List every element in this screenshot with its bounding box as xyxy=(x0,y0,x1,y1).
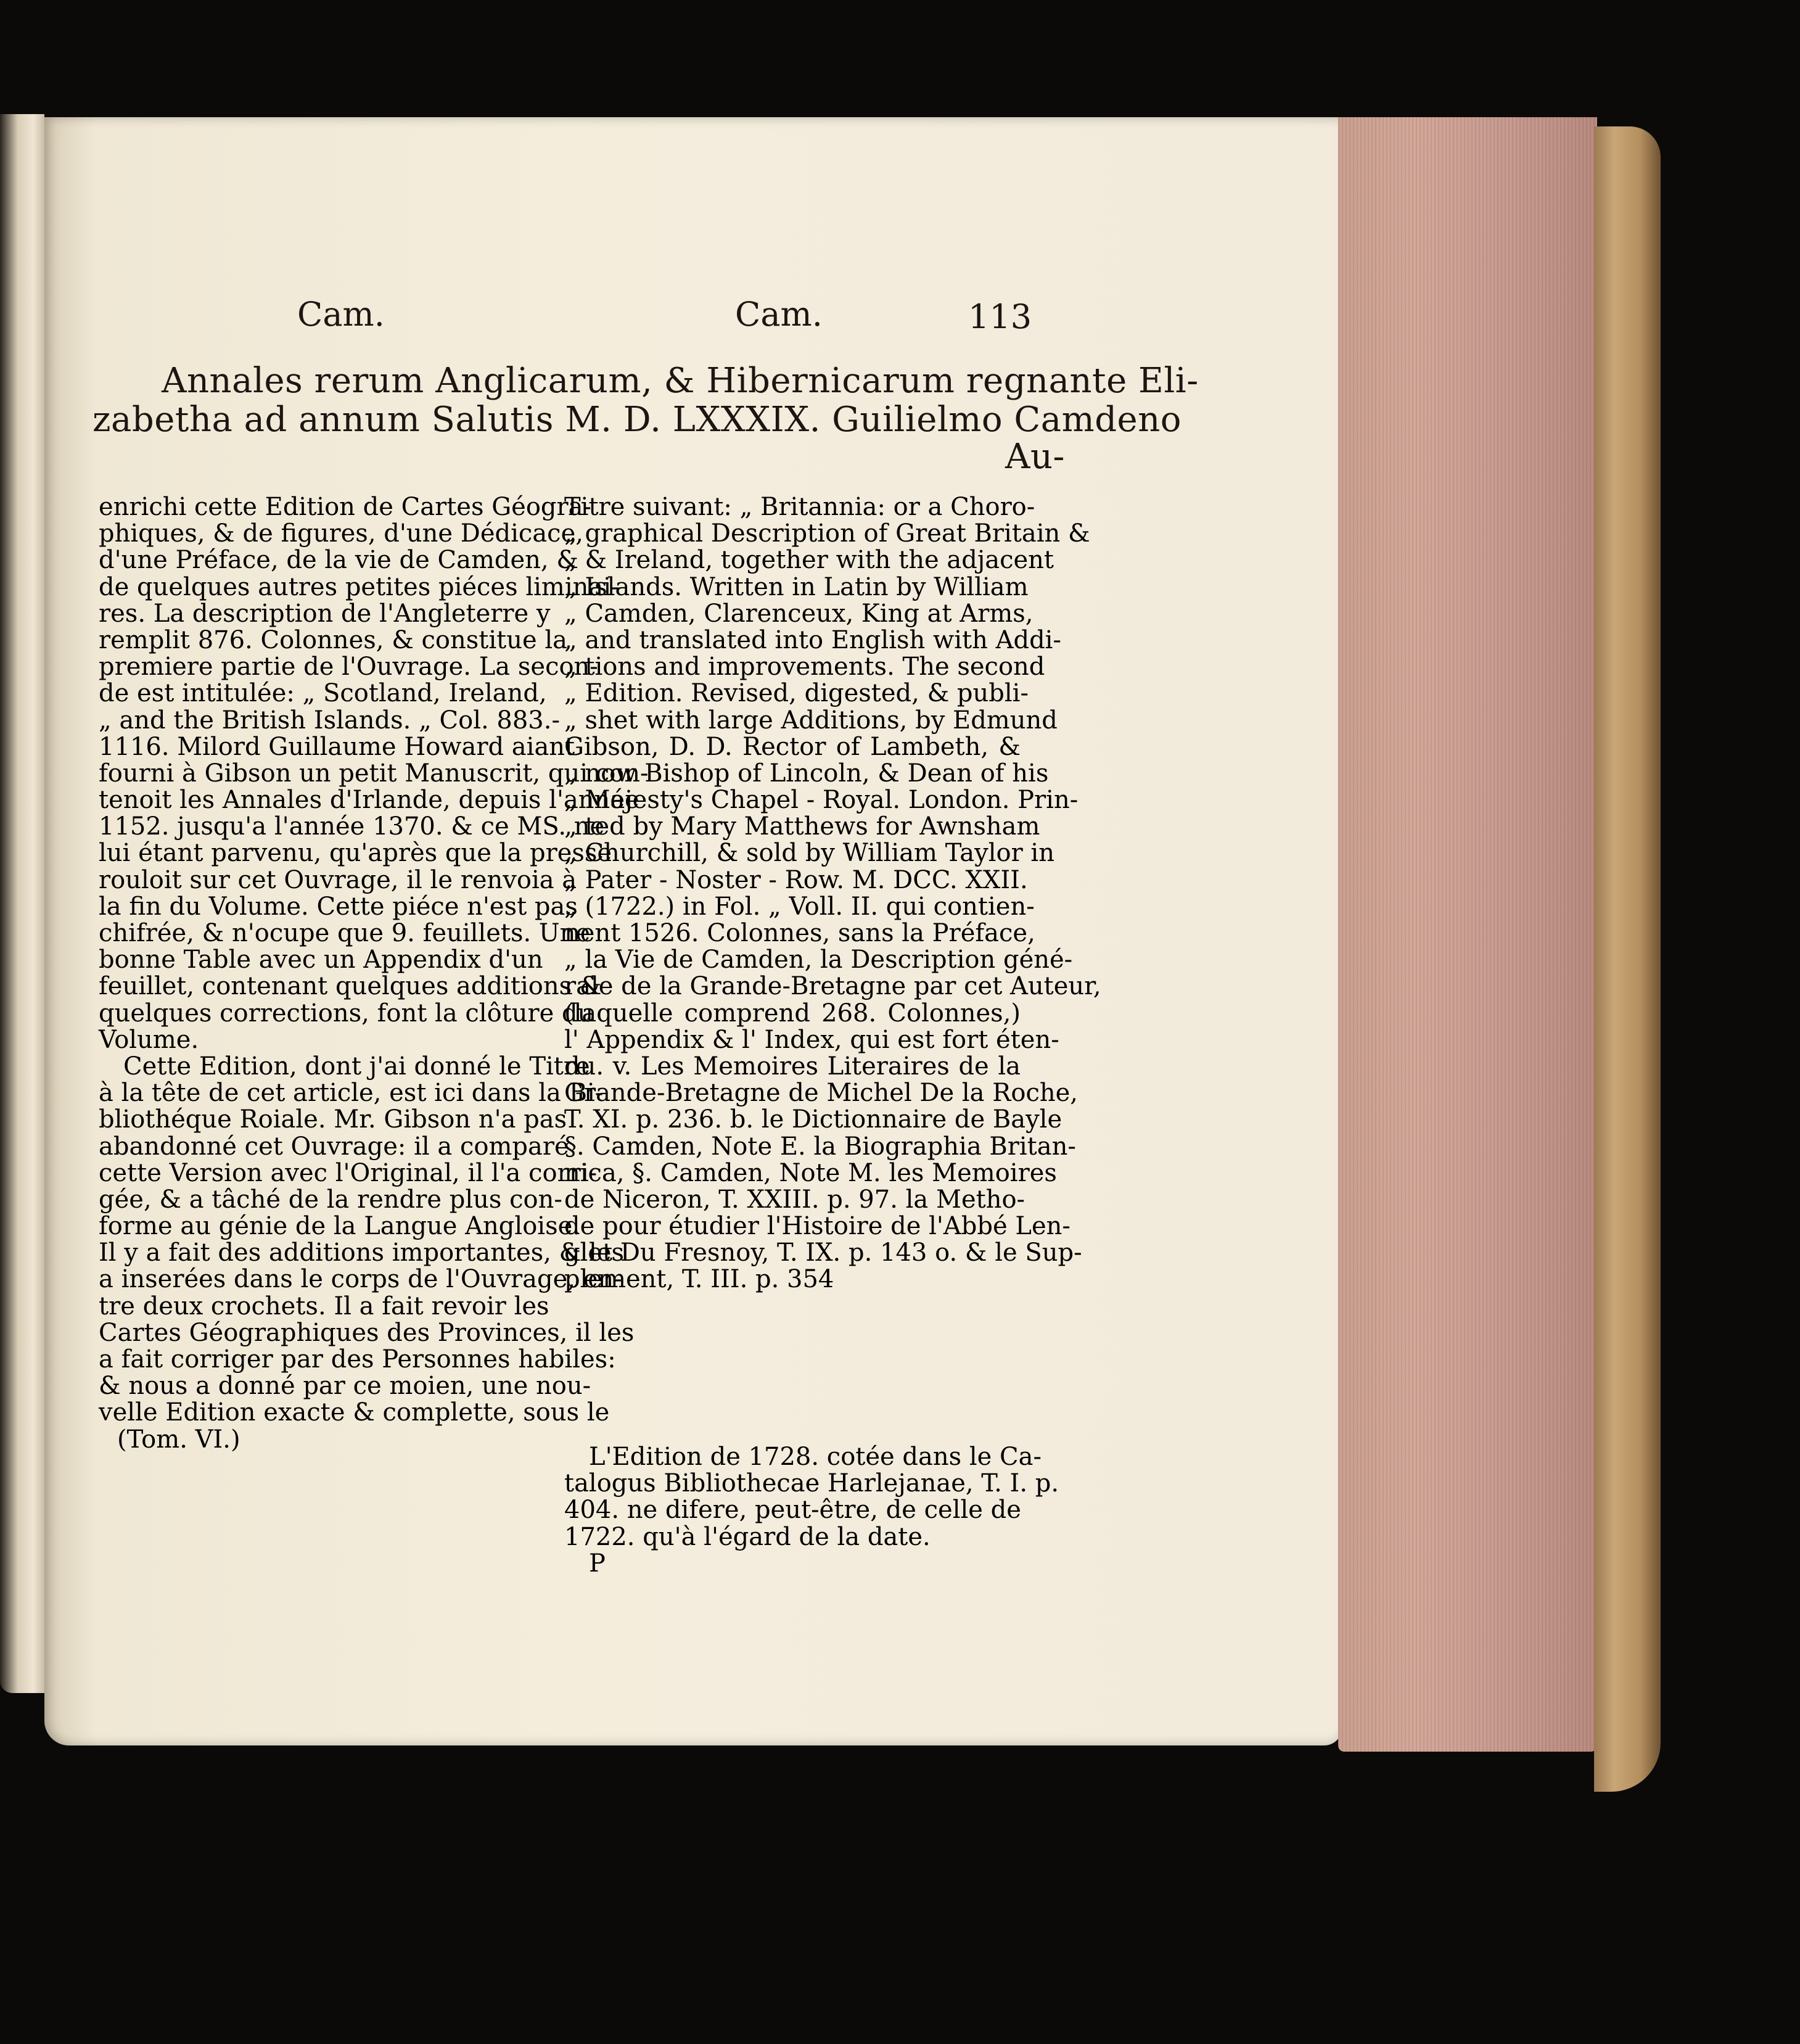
right-line: „ (1722.) in Fol. „ Voll. II. qui contien- xyxy=(564,892,1035,921)
left-line: premiere partie de l'Ouvrage. La secon- xyxy=(99,653,598,682)
title-line-1: Annales rerum Anglicarum, & Hibernicarum regnante Eli- xyxy=(162,361,1199,401)
left-line: quelques corrections, font la clôture du xyxy=(99,999,594,1028)
left-line: rouloit sur cet Ouvrage, il le renvoia à xyxy=(99,865,577,894)
left-line: 1152. jusqu'a l'année 1370. & ce MS. ne xyxy=(99,812,605,841)
right-line: „ Pater - Noster - Row. M. DCC. XXII. xyxy=(564,865,1028,894)
right-line: „ Majesty's Chapel - Royal. London. Prin- xyxy=(564,786,1079,815)
right-line: §. Camden, Note E. la Biographia Britan- xyxy=(564,1132,1076,1161)
right-line: „ la Vie de Camden, la Description géné- xyxy=(564,946,1073,975)
right-line: de pour étudier l'Histoire de l'Abbé Len- xyxy=(564,1212,1071,1241)
left-line: tre deux crochets. Il a fait revoir les xyxy=(99,1292,549,1321)
left-line: tenoit les Annales d'Irlande, depuis l'année xyxy=(99,786,639,815)
left-line: enrichi cette Edition de Cartes Géogra- xyxy=(99,493,592,521)
left-line: phiques, & de figures, d'une Dédicace, xyxy=(99,519,583,548)
left-line: res. La description de l'Angleterre y xyxy=(99,599,551,628)
catchword: P xyxy=(589,1549,606,1578)
right-line: Grande-Bretagne de Michel De la Roche, xyxy=(564,1079,1078,1108)
right-line: 404. ne difere, peut-être, de celle de xyxy=(564,1496,1021,1525)
right-line: „ now Bishop of Lincoln, & Dean of his xyxy=(564,759,1049,788)
left-line: gée, & a tâché de la rendre plus con- xyxy=(99,1185,562,1214)
right-line: plement, T. III. p. 354 xyxy=(564,1265,834,1294)
title-line-3: Au- xyxy=(1005,437,1065,477)
left-line: a inserées dans le corps de l'Ouvrage, en- xyxy=(99,1265,622,1294)
left-line: a fait corriger par des Personnes habiles: xyxy=(99,1345,616,1374)
right-line: „ Churchill, & sold by William Taylor in xyxy=(564,839,1054,868)
right-line: „ tions and improvements. The second xyxy=(564,653,1045,682)
right-line: „ & Ireland, together with the adjacent xyxy=(564,546,1054,575)
right-line: nent 1526. Colonnes, sans la Préface, xyxy=(564,919,1035,947)
left-line: de quelques autres petites piéces liminai- xyxy=(99,572,620,601)
left-line: Il y a fait des additions importantes, & les xyxy=(99,1238,624,1267)
right-line: talogus Bibliothecae Harlejanae, T. I. p. xyxy=(564,1469,1059,1498)
left-line: Volume. xyxy=(99,1025,199,1054)
signature-mark: (Tom. VI.) xyxy=(117,1425,240,1454)
right-line: „ Islands. Written in Latin by William xyxy=(564,572,1029,601)
right-line: „ shet with large Additions, by Edmund xyxy=(564,706,1058,735)
page-number: 113 xyxy=(968,297,1032,336)
left-line: abandonné cet Ouvrage: il a comparé xyxy=(99,1132,569,1161)
right-line: „ and translated into English with Addi- xyxy=(564,625,1061,654)
right-line: L'Edition de 1728. cotée dans le Ca- xyxy=(589,1443,1042,1471)
left-line: remplit 876. Colonnes, & constitue la xyxy=(99,625,568,654)
left-line: d'une Préface, de la vie de Camden, & xyxy=(99,546,578,575)
right-line: „ ted by Mary Matthews for Awnsham xyxy=(564,812,1040,841)
left-page-edge xyxy=(0,114,44,1693)
right-line: „ Edition. Revised, digested, & publi- xyxy=(564,679,1029,708)
left-line: lui étant parvenu, qu'après que la presse xyxy=(99,839,612,868)
right-line: l' Appendix & l' Index, qui est fort éten- xyxy=(564,1025,1059,1054)
left-line: & nous a donné par ce moien, une nou- xyxy=(99,1372,591,1401)
right-line: Titre suivant: „ Britannia: or a Choro- xyxy=(564,493,1035,521)
left-line: 1116. Milord Guillaume Howard aiant xyxy=(99,732,575,761)
left-line: de est intitulée: „ Scotland, Ireland, xyxy=(99,679,547,708)
header-left: Cam. xyxy=(297,295,385,334)
right-column-paragraph-2 xyxy=(564,1443,1059,1578)
right-line: Gibson, D. D. Rector of Lambeth, & xyxy=(564,732,1021,761)
right-line: de Niceron, T. XXIII. p. 97. la Metho- xyxy=(564,1185,1025,1214)
right-line: rale de la Grande-Bretagne par cet Auteur, xyxy=(564,972,1101,1001)
book-cover xyxy=(1594,126,1661,1792)
left-line: chifrée, & n'ocupe que 9. feuillets. Une xyxy=(99,919,591,947)
left-line: Cette Edition, dont j'ai donné le Titre xyxy=(123,1052,590,1081)
left-line: bonne Table avec un Appendix d'un xyxy=(99,946,543,975)
left-line: velle Edition exacte & complette, sous le xyxy=(99,1398,610,1427)
left-line: cette Version avec l'Original, il l'a corri- xyxy=(99,1158,598,1187)
left-line: „ and the British Islands. „ Col. 883.- xyxy=(99,706,560,735)
right-column xyxy=(564,493,1101,1294)
right-line: „ graphical Description of Great Britain & xyxy=(564,519,1090,548)
right-line: glet Du Fresnoy, T. IX. p. 143 o. & le Sup- xyxy=(564,1238,1082,1267)
right-line: (laquelle comprend 268. Colonnes,) xyxy=(564,999,1021,1028)
right-line: 1722. qu'à l'égard de la date. xyxy=(564,1522,931,1551)
page-block-edges xyxy=(1338,117,1597,1752)
left-line: la fin du Volume. Cette piéce n'est pas xyxy=(99,892,578,921)
header-center: Cam. xyxy=(735,295,823,334)
left-line: Cartes Géographiques des Provinces, il les xyxy=(99,1318,635,1347)
right-line: „ Camden, Clarenceux, King at Arms, xyxy=(564,599,1034,628)
left-line: à la tête de cet article, est ici dans la Bi- xyxy=(99,1079,604,1108)
right-line: nica, §. Camden, Note M. les Memoires xyxy=(564,1158,1057,1187)
left-line: fourni à Gibson un petit Manuscrit, qui con- xyxy=(99,759,649,788)
left-line: forme au génie de la Langue Angloise. xyxy=(99,1212,580,1241)
left-line: feuillet, contenant quelques additions & xyxy=(99,972,602,1001)
right-line: T. XI. p. 236. b. le Dictionnaire de Bayle xyxy=(564,1105,1062,1134)
title-line-2: zabetha ad annum Salutis M. D. LXXXIX. Guilielmo Camdeno xyxy=(92,400,1182,440)
right-line: du. v. Les Memoires Literaires de la xyxy=(564,1052,1021,1081)
left-line: bliothéque Roiale. Mr. Gibson n'a pas xyxy=(99,1105,567,1134)
left-column xyxy=(99,493,649,1454)
